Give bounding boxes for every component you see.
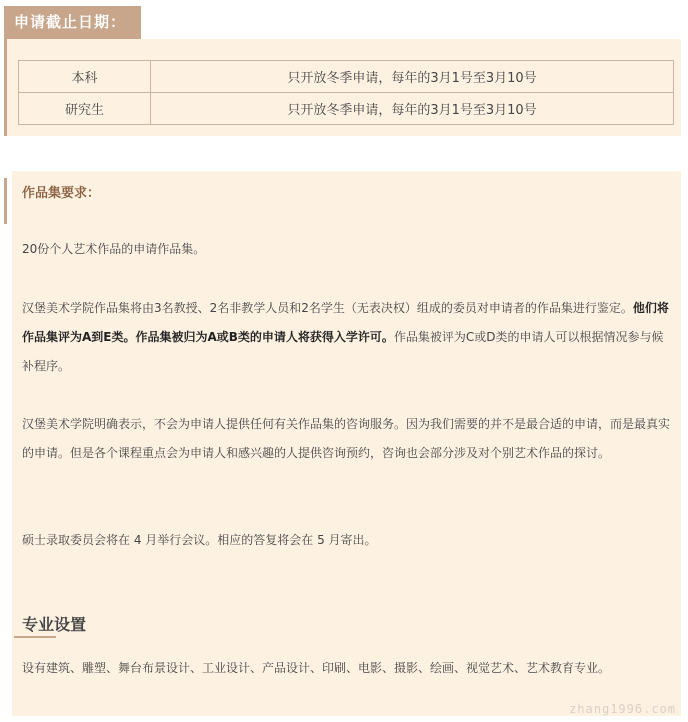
deadline-section bbox=[4, 6, 681, 136]
paragraph-text: 汉堡美术学院作品集将由3名教授、2名非教学人员和2名学生（无表决权）组成的委员对申请者的作品集进行鉴定。 bbox=[22, 301, 633, 315]
level-cell: 本科 bbox=[19, 61, 151, 93]
deadline-table bbox=[18, 60, 674, 125]
portfolio-paragraph-4: 硕士录取委员会将在 4 月举行会议。相应的答复将会在 5 月寄出。 bbox=[22, 533, 377, 547]
desc-cell: 只开放冬季申请，每年的3月1号至3月10号 bbox=[151, 61, 674, 93]
desc-cell: 只开放冬季申请，每年的3月1号至3月10号 bbox=[151, 93, 674, 125]
majors-title-underline bbox=[14, 636, 56, 638]
portfolio-paragraph-2 bbox=[22, 294, 672, 381]
deadline-title: 申请截止日期： bbox=[4, 6, 141, 39]
level-cell: 研究生 bbox=[19, 93, 151, 125]
table-row bbox=[19, 61, 674, 93]
portfolio-paragraph-3: 汉堡美术学院明确表示，不会为申请人提供任何有关作品集的咨询服务。因为我们需要的并不是最合适的申请，而是最真实的申请。但是各个课程重点会为申请人和感兴趣的人提供咨询预约，咨询也会部分涉及对个别艺术作品的探讨。 bbox=[22, 417, 671, 460]
majors-text: 设有建筑、雕塑、舞台布景设计、工业设计、产品设计、印刷、电影、摄影、绘画、视觉艺术、艺术教育专业。 bbox=[22, 661, 611, 675]
table-row bbox=[19, 93, 674, 125]
deadline-body bbox=[4, 39, 681, 136]
section-accent-bar bbox=[4, 178, 7, 224]
paragraph-bold-text: 他们将作品集评为A到E类。作品集被归为A或B类的申请人将获得入学许可。 bbox=[22, 301, 669, 344]
portfolio-title: 作品集要求： bbox=[22, 186, 101, 201]
portfolio-paragraph-1: 20份个人艺术作品的申请作品集。 bbox=[22, 242, 206, 256]
watermark: zhang1996.com bbox=[569, 702, 676, 716]
paragraph-text: 作品集被评为C或D类的申请人可以根据情况参与候补程序。 bbox=[22, 330, 664, 373]
majors-title: 专业设置 bbox=[22, 615, 87, 634]
